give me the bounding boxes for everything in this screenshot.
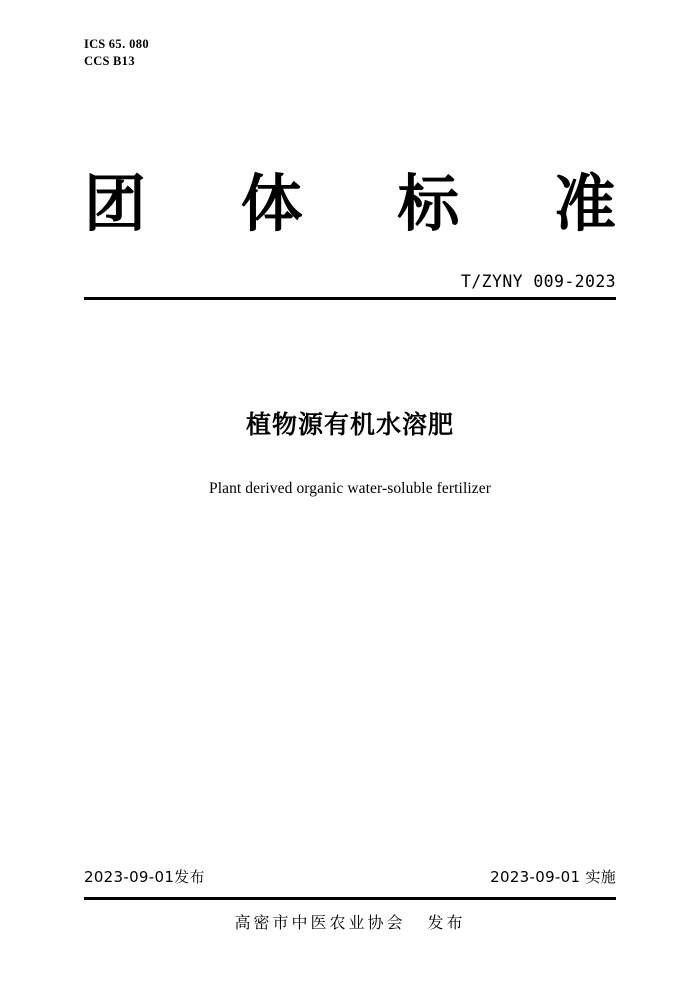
ccs-label: CCS (84, 54, 110, 68)
title-char-4: 准 (553, 167, 616, 240)
ics-label: ICS (84, 37, 106, 51)
standard-number: T/ZYNY 009-2023 (460, 272, 616, 291)
title-char-3: 标 (397, 167, 460, 240)
classification-codes (84, 36, 149, 70)
implement-date: 2023-09-01 实施 (490, 868, 616, 886)
date-row (84, 866, 616, 887)
document-title-cn: 植物源有机水溶肥 (245, 410, 454, 439)
document-type-title (84, 168, 616, 240)
title-char-1: 团 (84, 167, 147, 240)
ics-line (84, 36, 149, 53)
issuer-name: 高密市中医农业协会 (234, 913, 406, 932)
footer-divider (84, 897, 616, 900)
issue-date: 2023-09-01发布 (84, 868, 205, 886)
ccs-line (84, 53, 149, 70)
issuer-line (0, 910, 700, 933)
ics-value: 65. 080 (108, 37, 150, 51)
title-char-2: 体 (240, 167, 303, 240)
ccs-value: B13 (112, 54, 135, 68)
issuer-action: 发布 (427, 913, 466, 932)
document-title-en: Plant derived organic water-soluble fertilizer (208, 480, 492, 497)
header-divider (84, 297, 616, 300)
